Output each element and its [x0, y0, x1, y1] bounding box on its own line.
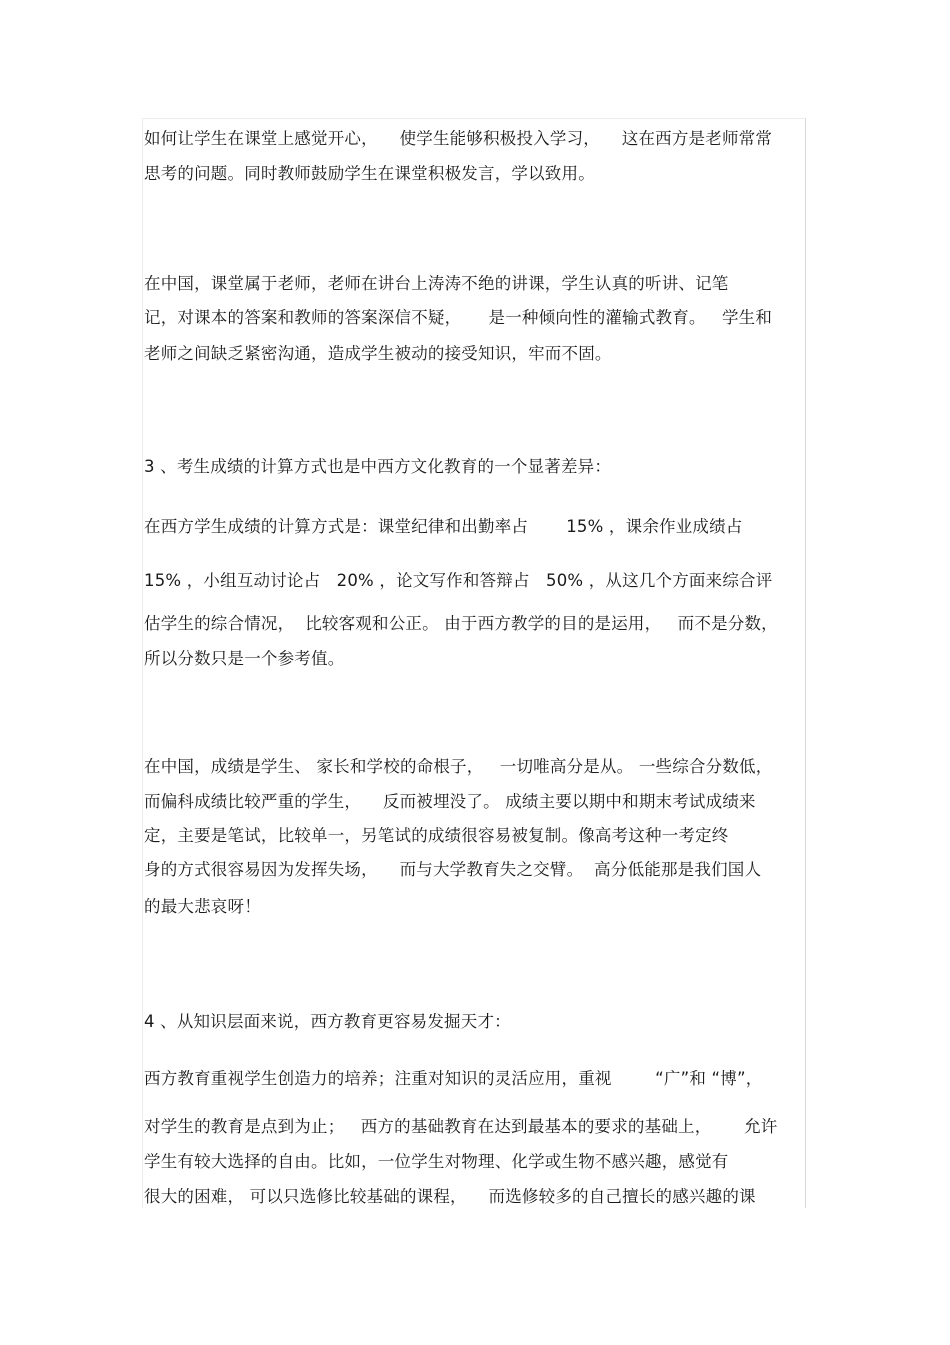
text-line: 学生有较大选择的自由。比如，一位学生对物理、化学或生物不感兴趣，感觉有 — [144, 1152, 729, 1171]
text-line: 在西方学生成绩的计算方式是：课堂纪律和出勤率占 15% ，课余作业成绩占 — [144, 517, 743, 536]
text-line: 西方教育重视学生创造力的培养；注重对知识的灵活应用，重视 “广”和 “博”， — [144, 1069, 763, 1088]
text-line: 如何让学生在课堂上感觉开心， 使学生能够积极投入学习， 这在西方是老师常常 — [144, 129, 773, 148]
text-line: 对学生的教育是点到为止； 西方的基础教育在达到最基本的要求的基础上， 允许 — [144, 1117, 778, 1136]
text-line: 很大的困难， 可以只选修比较基础的课程， 而选修较多的自己擅长的感兴趣的课 — [144, 1187, 756, 1206]
text-line: 思考的问题。同时教师鼓励学生在课堂积极发言，学以致用。 — [144, 164, 595, 183]
text-line: 的最大悲哀呀！ — [144, 897, 261, 916]
text-line: 估学生的综合情况， 比较客观和公正。 由于西方教学的目的是运用， 而不是分数， — [144, 614, 778, 633]
text-line: 所以分数只是一个参考值。 — [144, 649, 345, 668]
text-line: 身的方式很容易因为发挥失场， 而与大学教育失之交臂。 高分低能那是我们国人 — [144, 860, 762, 879]
section-heading: 4 、从知识层面来说，西方教育更容易发掘天才： — [144, 1012, 511, 1031]
text-line: 定，主要是笔试，比较单一，另笔试的成绩很容易被复制。像高考这种一考定终 — [144, 826, 729, 845]
text-line: 在中国，成绩是学生、 家长和学校的命根子， 一切唯高分是从。 一些综合分数低， — [144, 757, 773, 776]
section-heading: 3 、考生成绩的计算方式也是中西方文化教育的一个显著差异： — [144, 457, 612, 476]
text-line: 而偏科成绩比较严重的学生， 反而被埋没了。 成绩主要以期中和期末考试成绩来 — [144, 792, 756, 811]
text-line: 在中国，课堂属于老师，老师在讲台上涛涛不绝的讲课，学生认真的听讲、记笔 — [144, 274, 729, 293]
text-line: 记，对课本的答案和教师的答案深信不疑， 是一种倾向性的灌输式教育。 学生和 — [144, 308, 773, 327]
text-line: 15% ，小组互动讨论占 20% ，论文写作和答辩占 50% ，从这几个方面来综合评 — [144, 571, 773, 590]
text-line: 老师之间缺乏紧密沟通，造成学生被动的接受知识，牢而不固。 — [144, 344, 612, 363]
